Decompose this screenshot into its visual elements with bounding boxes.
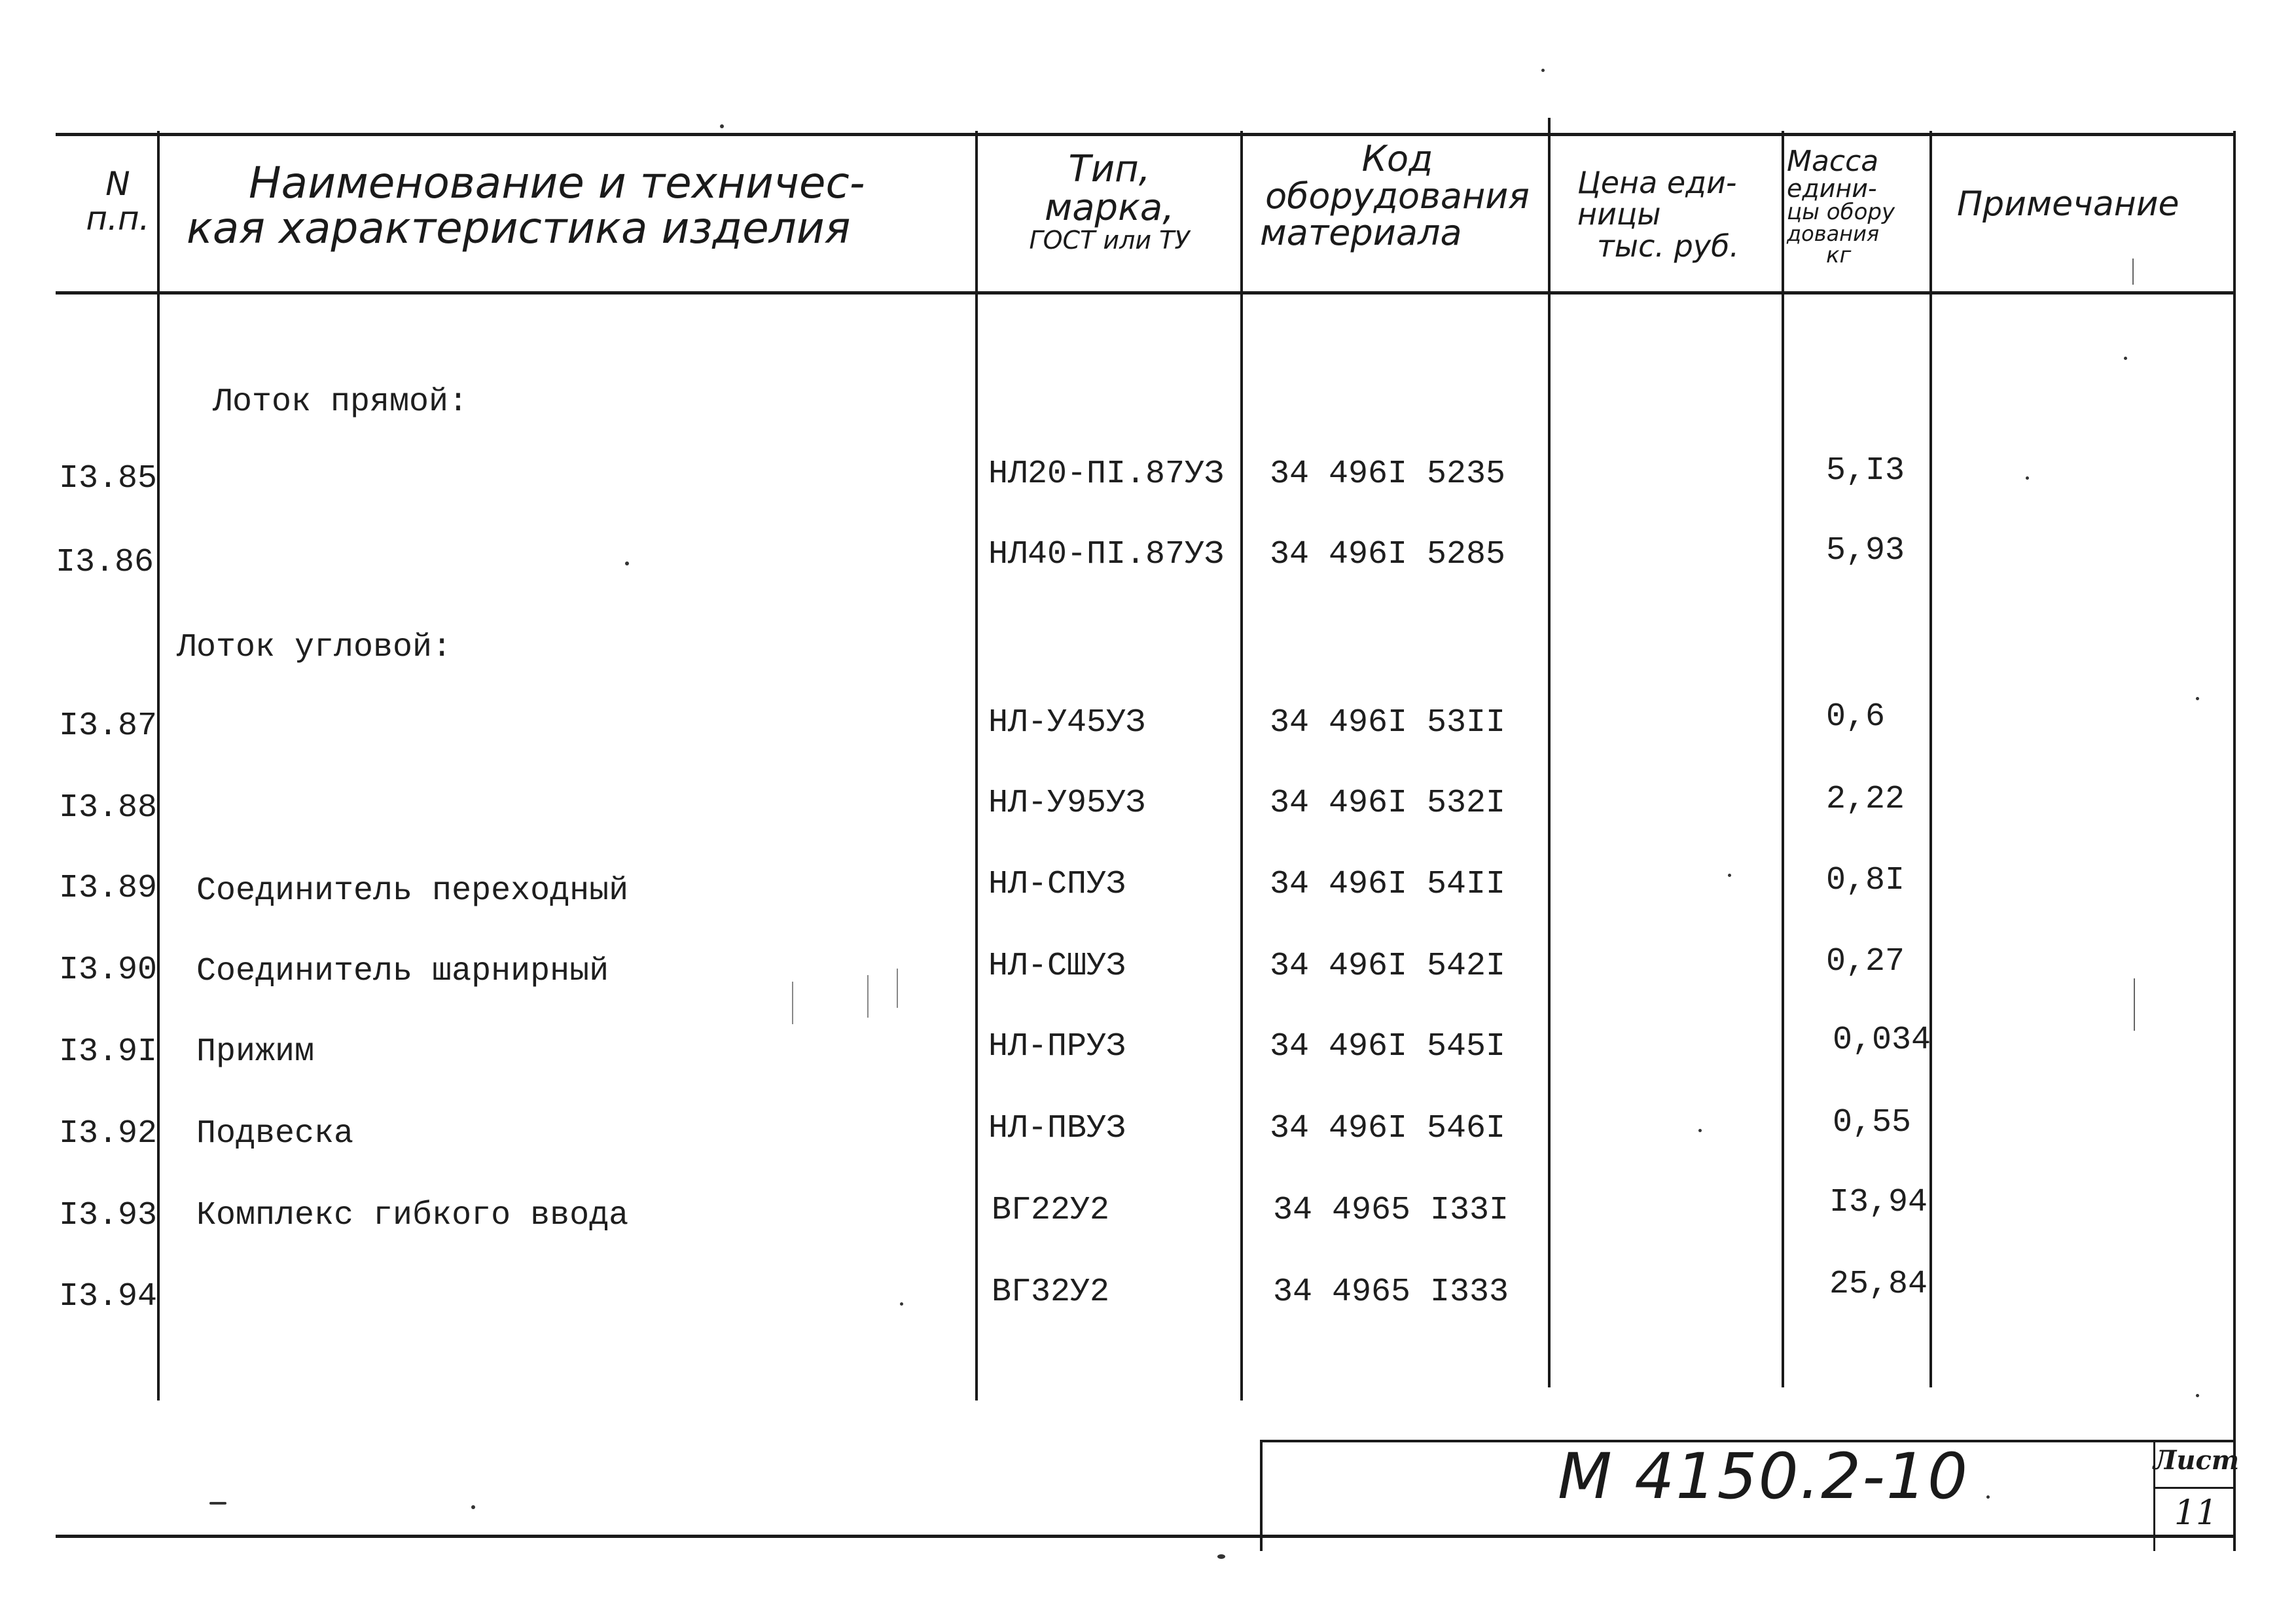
row-code: 34 496I 53II <box>1270 704 1506 741</box>
scan-speck <box>2196 697 2199 700</box>
col-divider-5 <box>1782 131 1784 1387</box>
header-col-name <box>187 158 972 254</box>
scan-speck <box>625 562 629 565</box>
header-col-mass-line1: Масса <box>1787 145 1879 178</box>
row-number: I3.89 <box>58 870 157 907</box>
header-col-code-line3: материала <box>1260 212 1462 254</box>
row-mass: 2,22 <box>1826 781 1905 818</box>
row-mass: 5,93 <box>1826 532 1905 569</box>
page-bottom-line <box>56 1535 2235 1538</box>
row-type: НЛ20-ПI.87УЗ <box>988 455 1225 493</box>
header-col-code-line2: оборудования <box>1265 175 1530 217</box>
scan-speck <box>471 1505 475 1509</box>
header-col-mass-line2: едини- <box>1787 174 1877 203</box>
scan-speck <box>1728 874 1731 877</box>
row-number: I3.88 <box>58 789 157 827</box>
header-col-mass <box>1787 147 1931 266</box>
row-code: 34 496I 54II <box>1270 866 1506 903</box>
row-code: 34 496I 546I <box>1270 1110 1506 1147</box>
scan-speck <box>209 1502 226 1505</box>
row-mass: 0,034 <box>1833 1022 1931 1059</box>
header-col-type-line2: марка, <box>1044 186 1175 229</box>
header-col-code <box>1247 138 1548 254</box>
row-type: НЛ40-ПI.87УЗ <box>988 536 1225 573</box>
row-code: 34 496I 5235 <box>1270 455 1506 493</box>
header-col-name-line2: кая характеристика изделия <box>187 203 851 254</box>
header-col-mass-line5: кг <box>1826 242 1852 268</box>
row-number: I3.92 <box>58 1115 157 1152</box>
header-col-type-line1: Тип, <box>1068 148 1151 190</box>
group-label-corner-tray: Лоток угловой: <box>177 629 452 666</box>
row-mass: 0,55 <box>1833 1104 1912 1141</box>
col-divider-1 <box>157 131 160 1400</box>
scan-mark <box>792 982 793 1024</box>
header-col-num <box>72 167 164 236</box>
row-type: НЛ-ПВУЗ <box>988 1110 1126 1147</box>
row-name: Соединитель шарнирный <box>196 953 609 990</box>
row-name: Подвеска <box>196 1115 354 1152</box>
sheet-label: Лист <box>2153 1445 2240 1476</box>
col-divider-3 <box>1240 131 1243 1400</box>
scan-speck <box>1217 1554 1225 1559</box>
header-col-type <box>985 148 1234 255</box>
row-type: НЛ-У45УЗ <box>988 704 1146 741</box>
row-type: НЛ-СПУЗ <box>988 866 1126 903</box>
header-col-num-line2: п.п. <box>86 199 150 238</box>
sheet-number: 11 <box>2174 1493 2218 1533</box>
row-type: НЛ-У95УЗ <box>988 785 1146 822</box>
row-code: 34 4965 I333 <box>1273 1274 1509 1311</box>
row-mass: I3,94 <box>1829 1184 1928 1221</box>
header-col-name-line1: Наименование и техничес- <box>249 158 865 208</box>
header-col-mass-line3: цы обору <box>1787 199 1895 225</box>
scan-speck <box>720 124 724 128</box>
row-code: 34 496I 5285 <box>1270 536 1506 573</box>
scan-mark <box>897 969 898 1008</box>
header-col-price <box>1577 167 1780 262</box>
scan-speck <box>1698 1129 1702 1132</box>
row-mass: 0,27 <box>1826 943 1905 980</box>
header-bottom-border <box>56 291 2235 294</box>
scan-speck <box>1541 69 1545 72</box>
row-mass: 5,I3 <box>1826 452 1905 490</box>
header-col-num-line1: N <box>105 165 130 203</box>
row-number: I3.94 <box>58 1278 157 1315</box>
header-col-price-line2: ницы <box>1577 196 1661 232</box>
row-type: НЛ-СШУЗ <box>988 948 1126 985</box>
row-name: Прижим <box>196 1033 315 1071</box>
scan-speck <box>900 1302 903 1306</box>
scan-mark <box>2132 259 2134 285</box>
row-code: 34 496I 545I <box>1270 1028 1506 1065</box>
row-code: 34 4965 I33I <box>1273 1192 1509 1229</box>
col-divider-4 <box>1548 118 1551 1387</box>
row-number: I3.9I <box>58 1033 157 1071</box>
header-col-price-line1: Цена еди- <box>1577 165 1737 200</box>
row-number: I3.86 <box>55 544 154 581</box>
scan-speck <box>2026 476 2029 480</box>
row-number: I3.87 <box>58 707 157 745</box>
row-number: I3.93 <box>58 1197 157 1234</box>
row-type: НЛ-ПРУЗ <box>988 1028 1126 1065</box>
row-type: ВГ22У2 <box>992 1192 1110 1229</box>
row-number: I3.85 <box>58 460 157 497</box>
row-type: ВГ32У2 <box>992 1274 1110 1311</box>
header-col-note: Примечание <box>1957 185 2179 224</box>
row-code: 34 496I 542I <box>1270 948 1506 985</box>
scan-speck <box>1986 1495 1990 1499</box>
sheet-box-divider <box>2153 1487 2235 1489</box>
col-divider-6 <box>1929 131 1932 1387</box>
header-col-mass-line4: дования <box>1787 221 1880 246</box>
table-top-border <box>56 133 2235 136</box>
scan-mark <box>2134 978 2135 1031</box>
row-mass: 0,8I <box>1826 862 1905 899</box>
header-col-type-line3: ГОСТ или ТУ <box>1029 225 1190 255</box>
col-divider-2 <box>975 131 978 1400</box>
header-col-code-line1: Код <box>1361 138 1433 179</box>
row-name: Соединитель переходный <box>196 872 629 910</box>
row-number: I3.90 <box>58 952 157 989</box>
row-code: 34 496I 532I <box>1270 785 1506 822</box>
header-col-price-line3: тыс. руб. <box>1597 228 1740 264</box>
group-label-straight-tray: Лоток прямой: <box>213 383 469 421</box>
scan-mark <box>867 975 869 1018</box>
row-mass: 0,6 <box>1826 698 1886 736</box>
scan-speck <box>2196 1394 2199 1397</box>
row-name: Комплекс гибкого ввода <box>196 1197 629 1234</box>
scan-speck <box>2124 357 2127 360</box>
right-border <box>2233 131 2236 1551</box>
document-code: М 4150.2-10 <box>1558 1440 1969 1513</box>
row-mass: 25,84 <box>1829 1266 1928 1303</box>
